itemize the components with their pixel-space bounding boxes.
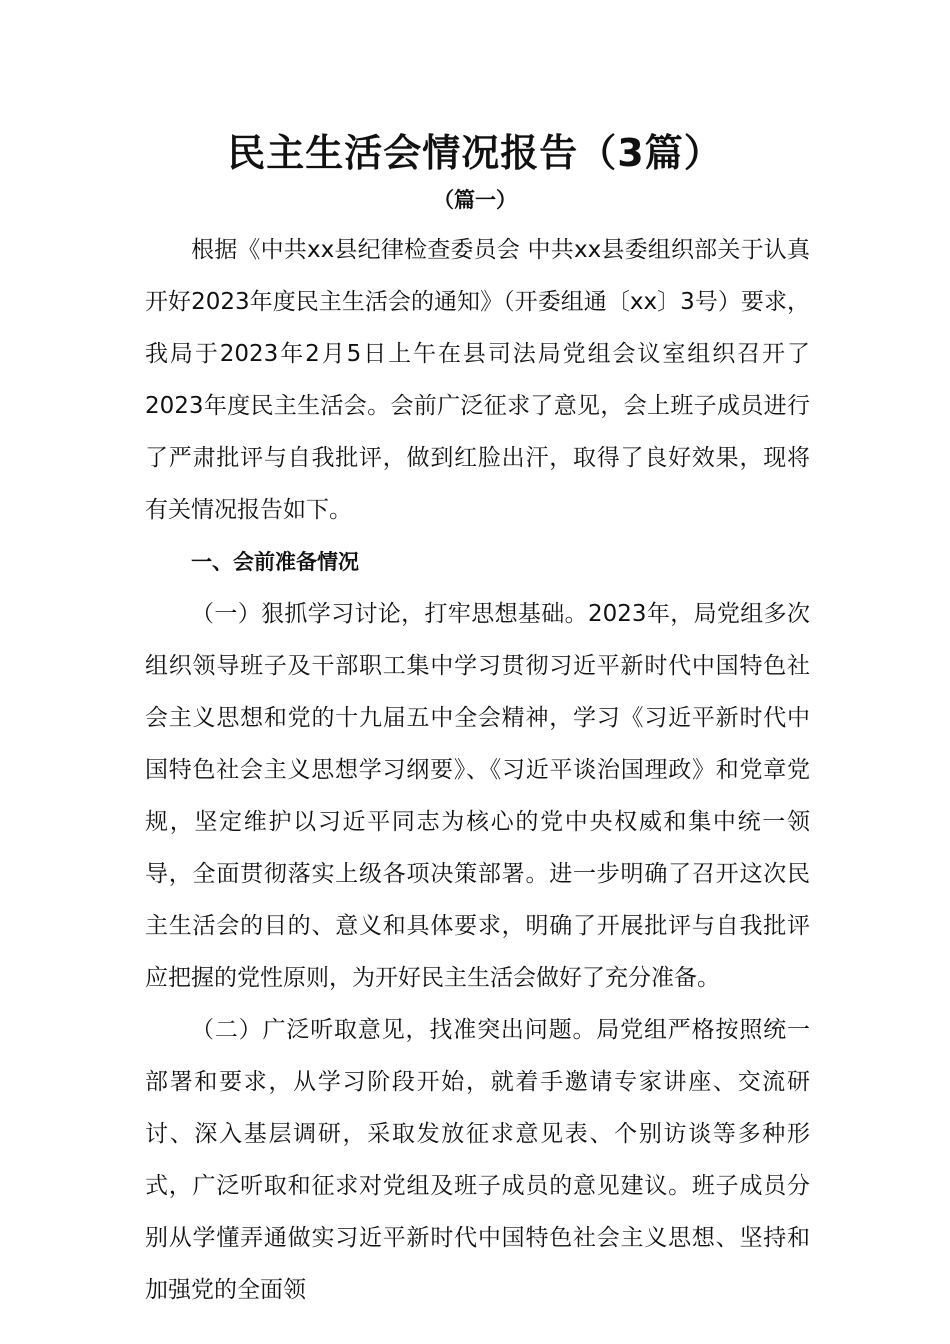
section-paragraph-2: （二）广泛听取意见，找准突出问题。局党组严格按照统一部署和要求，从学习阶段开始，就着手邀请专家讲座、交流研讨、深入基层调研，采取发放征求意见表、个别访谈等多种形式，广泛听取和征求对党组及班子成员的意见建议。班子成员分别从学懂弄通做实习近平新时代中国特色社会主义思想、坚持和加强党的全面领 <box>145 1017 810 1303</box>
section-paragraph-1: （一）狠抓学习讨论，打牢思想基础。2023年，局党组多次组织领导班子及干部职工集中学习贯彻习近平新时代中国特色社会主义思想和党的十九届五中全会精神，学习《习近平新时代中国特色社会主义思想学习纲要》、《习近平谈治国理政》和党章党规，坚定维护以习近平同志为核心的党中央权威和集中统一领导，全面贯彻落实上级各项决策部署。进一步明确了召开这次民主生活会的目的、意义和具体要求，明确了开展批评与自我批评应把握的党性原则，为开好民主生活会做好了充分准备。 <box>145 601 810 991</box>
document-subtitle: （篇一） <box>433 188 517 212</box>
section-heading: 一、会前准备情况 <box>191 550 359 574</box>
document-body <box>145 224 810 1316</box>
document-title: 民主生活会情况报告（3篇） <box>227 131 723 175</box>
intro-paragraph: 根据《中共xx县纪律检查委员会 中共xx县委组织部关于认真开好2023年度民主生活会的通知》（开委组通〔xx〕3号）要求，我局于2023年2月5日上午在县司法局党组会议室组织召开了2023年度民主生活会。会前广泛征求了意见，会上班子成员进行了严肃批评与自我批评，做到红脸出汗，取得了良好效果，现将有关情况报告如下。 <box>145 237 810 523</box>
